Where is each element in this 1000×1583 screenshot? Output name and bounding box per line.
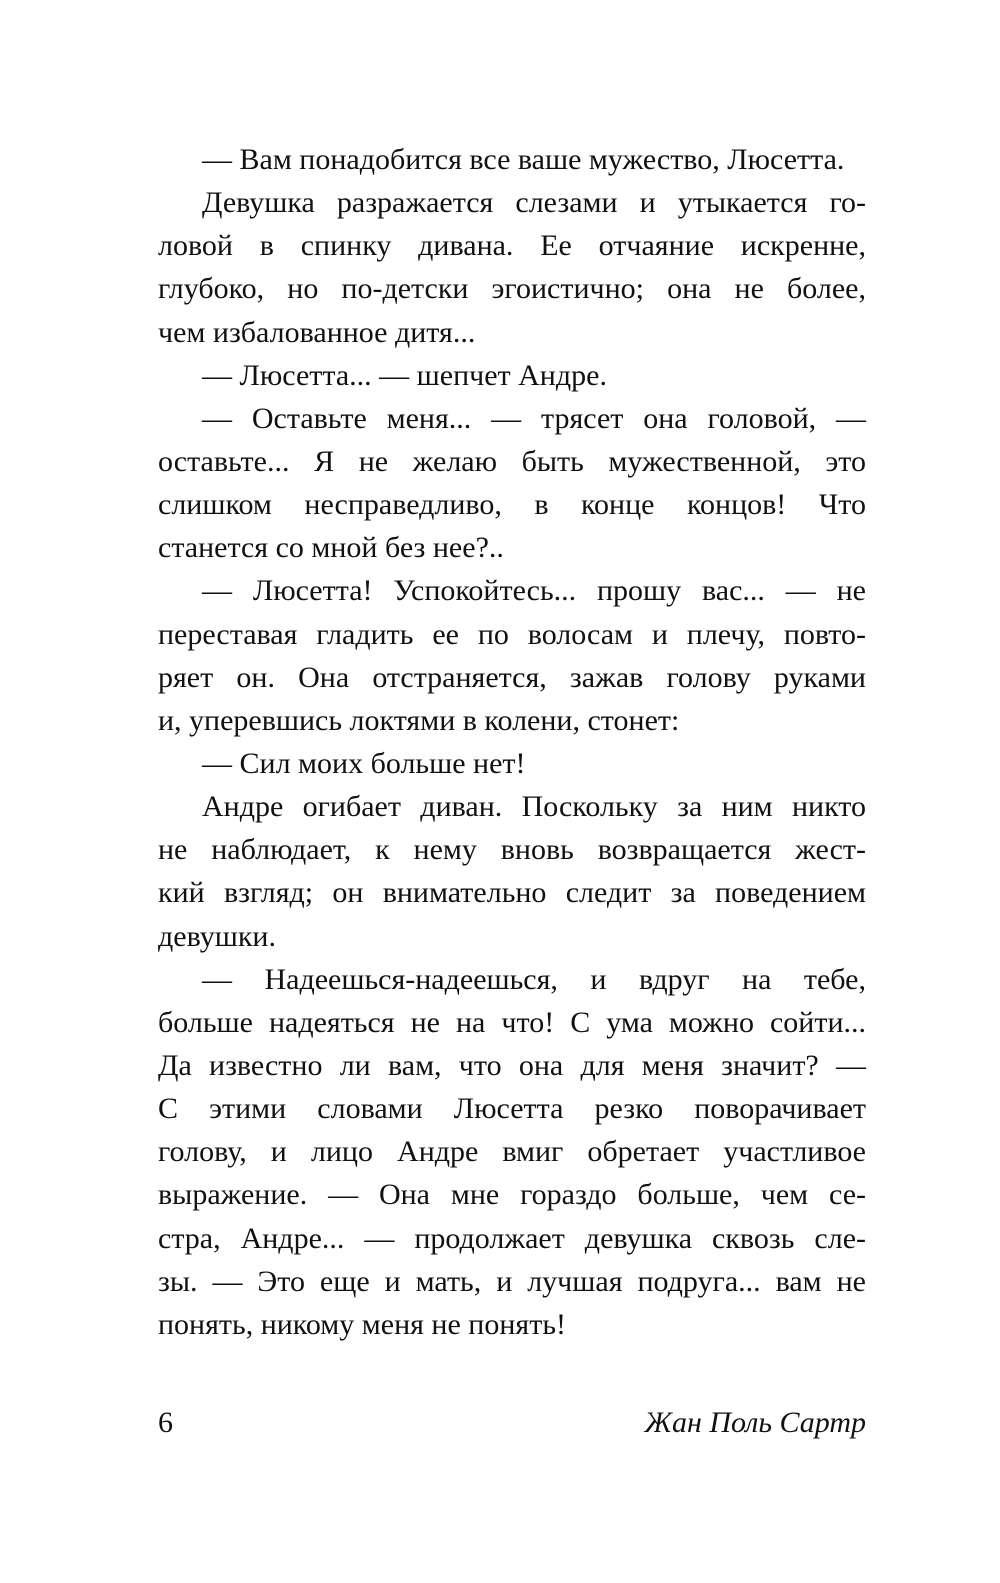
text-line: — Люсетта! Успокойтесь... прошу вас... — не	[202, 574, 866, 608]
text-line: больше надеяться не на что! С ума можно сойти...	[158, 1005, 866, 1039]
text-line: глубоко, но по-детски эгоистично; она не более,	[158, 272, 866, 306]
text-line: чем избалованное дитя...	[158, 315, 476, 349]
text-line: Андре огибает диван. Поскольку за ним никто	[202, 790, 866, 824]
running-author: Жан Поль Сартр	[644, 1406, 866, 1439]
text-line: стра, Андре... — продолжает девушка сквозь сле-	[158, 1221, 866, 1255]
text-line: — Сил моих больше нет!	[202, 746, 526, 780]
text-line: переставая гладить ее по волосам и плечу, повто-	[158, 617, 866, 651]
text-line: кий взгляд; он внимательно следит за поведением	[158, 876, 866, 910]
text-line: и, уперевшись локтями в колени, стонет:	[158, 703, 680, 737]
text-line: зы. — Это еще и мать, и лучшая подруга... вам не	[158, 1264, 866, 1298]
text-line: девушки.	[158, 919, 276, 953]
text-line: Да известно ли вам, что она для меня значит? —	[158, 1048, 866, 1082]
text-line: — Надеешься-надеешься, и вдруг на тебе,	[202, 962, 866, 996]
text-line: Девушка разражается слезами и утыкается го-	[202, 186, 866, 220]
page-number: 6	[158, 1406, 173, 1439]
text-line: ловой в спинку дивана. Ее отчаяние искренне,	[158, 229, 866, 263]
text-line: ряет он. Она отстраняется, зажав голову руками	[158, 660, 866, 694]
text-line: — Вам понадобится все ваше мужество, Люсетта.	[202, 143, 845, 176]
text-line: — Люсетта... — шепчет Андре.	[202, 358, 607, 392]
text-line: голову, и лицо Андре вмиг обретает участливое	[158, 1135, 866, 1169]
text-line: понять, никому меня не понять!	[158, 1307, 566, 1341]
text-line: не наблюдает, к нему вновь возвращается жест-	[158, 833, 866, 867]
text-line: выражение. — Она мне гораздо больше, чем се-	[158, 1178, 866, 1212]
text-line: станется со мной без нее?..	[158, 531, 504, 565]
text-line: оставьте... Я не желаю быть мужественной, это	[158, 444, 866, 478]
text-line: С этими словами Люсетта резко поворачивает	[158, 1092, 866, 1126]
body-text	[158, 138, 866, 1346]
text-line: слишком несправедливо, в конце концов! Что	[158, 488, 866, 522]
text-line: — Оставьте меня... — трясет она головой, —	[202, 401, 866, 435]
